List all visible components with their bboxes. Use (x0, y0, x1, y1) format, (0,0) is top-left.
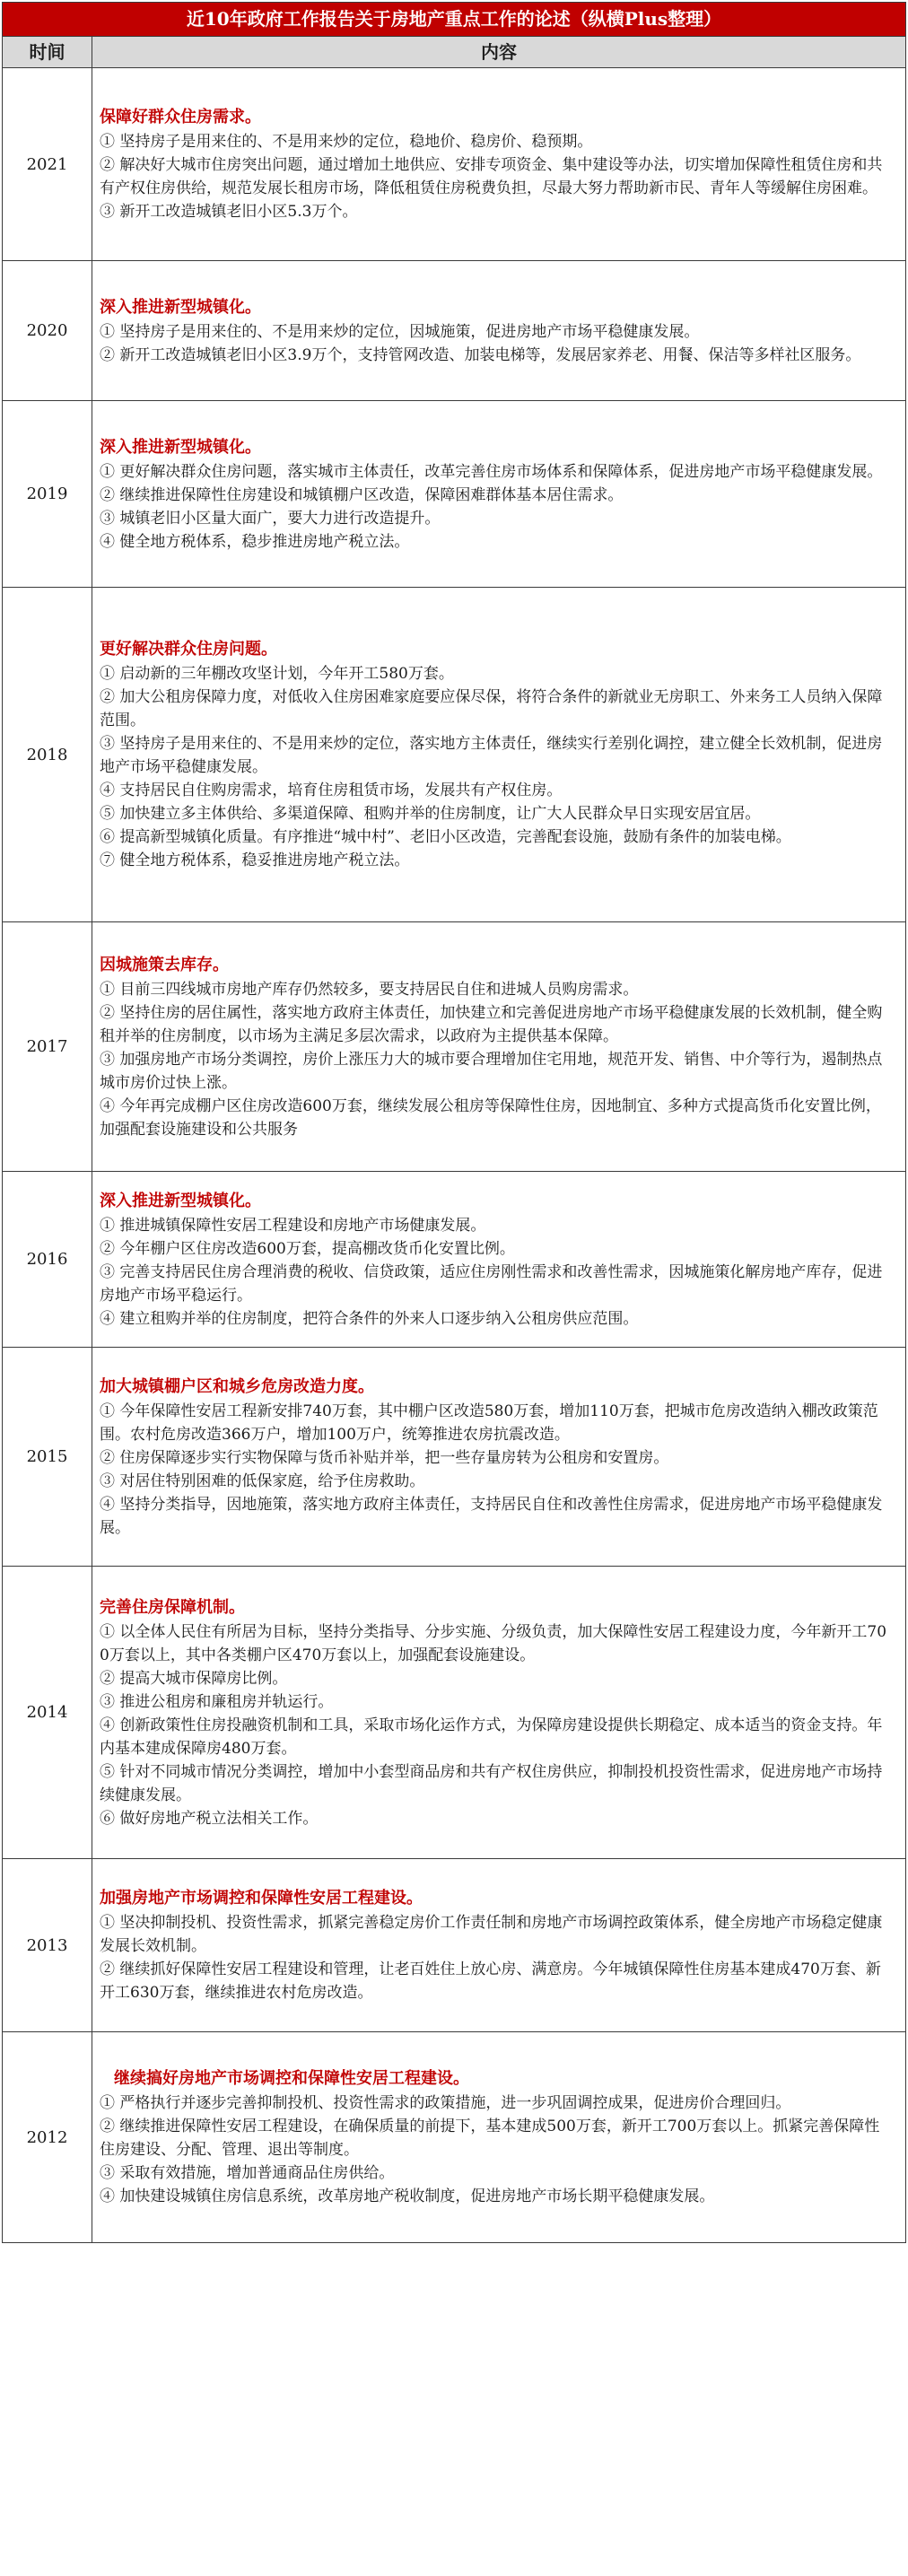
row-item: ③ 推进公租房和廉租房并轨运行。 (100, 1692, 334, 1711)
row-item: ② 提高大城市保障房比例。 (100, 1669, 288, 1688)
row-item: ① 启动新的三年棚改攻坚计划，今年开工580万套。 (100, 665, 454, 683)
row-heading: 因城施策去库存。 (100, 955, 229, 974)
row-item: ② 解决好大城市住房突出问题，通过增加土地供应、安排专项资金、集中建设等办法，切实增加保障性租赁住房和共有产权住房供给，规范发展长租房市场，降低租赁住房税费负担，尽最大努力帮助新市民、青年人等缓解住房困难。 (100, 156, 883, 197)
row-year: 2018 (3, 588, 92, 921)
row-year: 2020 (3, 261, 92, 400)
row-item: ④ 今年再完成棚户区住房改造600万套，继续发展公租房等保障性住房，因地制宜、多种方式提高货币化安置比例，加强配套设施建设和公共服务 (100, 1096, 881, 1139)
row-heading: 继续搞好房地产市场调控和保障性安居工程建设。 (114, 2069, 469, 2088)
row-content (92, 401, 905, 587)
row-item: ③ 采取有效措施，增加普通商品住房供给。 (100, 2164, 395, 2182)
table-row (3, 588, 905, 922)
row-content (92, 1348, 905, 1566)
row-year: 2015 (3, 1348, 92, 1566)
row-item: ③ 完善支持居民住房合理消费的税收、信贷政策，适应住房刚性需求和改善性需求，因城施策化解房地产库存，促进房地产市场平稳运行。 (100, 1262, 883, 1305)
row-item: ① 推进城镇保障性安居工程建设和房地产市场健康发展。 (100, 1216, 486, 1235)
table-header (3, 37, 905, 68)
row-item: ② 今年棚户区住房改造600万套，提高棚改货币化安置比例。 (100, 1239, 515, 1258)
row-content (92, 1172, 905, 1347)
row-item: ④ 坚持分类指导，因地施策，落实地方政府主体责任，支持居民自住和改善性住房需求，促进房地产市场平稳健康发展。 (100, 1495, 883, 1537)
row-item: ④ 健全地方税体系，稳步推进房地产税立法。 (100, 532, 410, 551)
row-item: ③ 加强房地产市场分类调控，房价上涨压力大的城市要合理增加住宅用地，规范开发、销售、中介等行为，遏制热点城市房价过快上涨。 (100, 1050, 883, 1092)
row-item: ⑥ 做好房地产税立法相关工作。 (100, 1809, 319, 1828)
row-item: ② 继续抓好保障性安居工程建设和管理，让老百姓住上放心房、满意房。今年城镇保障性住房基本建成470万套、新开工630万套，继续推进农村危房改造。 (100, 1960, 881, 2002)
row-year: 2013 (3, 1859, 92, 2031)
row-item: ① 更好解决群众住房问题，落实城市主体责任，改革完善住房市场体系和保障体系，促进房地产市场平稳健康发展。 (100, 462, 883, 481)
row-item: ④ 创新政策性住房投融资机制和工具，采取市场化运作方式，为保障房建设提供长期稳定、成本适当的资金支持。年内基本建成保障房480万套。 (100, 1716, 883, 1758)
row-item: ① 坚决抑制投机、投资性需求，抓紧完善稳定房价工作责任制和房地产市场调控政策体系，健全房地产市场稳定健康发展长效机制。 (100, 1914, 883, 1955)
header-time: 时间 (3, 37, 92, 67)
row-item: ④ 加快建设城镇住房信息系统，改革房地产税收制度，促进房地产市场长期平稳健康发展。 (100, 2187, 715, 2205)
row-content (92, 261, 905, 400)
row-item: ② 新开工改造城镇老旧小区3.9万个，支持管网改造、加装电梯等，发展居家养老、用餐、保洁等多样社区服务。 (100, 345, 861, 364)
row-item: ⑥ 提高新型城镇化质量。有序推进“城中村”、老旧小区改造，完善配套设施，鼓励有条件的加装电梯。 (100, 828, 791, 846)
row-item: ⑦ 健全地方税体系，稳妥推进房地产税立法。 (100, 851, 410, 869)
table-row (3, 922, 905, 1172)
row-item: ② 继续推进保障性住房建设和城镇棚户区改造，保障困难群体基本居住需求。 (100, 485, 624, 504)
row-item: ① 今年保障性安居工程新安排740万套，其中棚户区改造580万套，增加110万套，把城市危房改造纳入棚改政策范围。农村危房改造366万户，增加100万户，统筹推进农房抗震改造。 (100, 1402, 878, 1444)
policy-table (2, 2, 906, 2243)
row-heading: 保障好群众住房需求。 (100, 108, 261, 127)
row-content (92, 1859, 905, 2031)
table-body (3, 68, 905, 2242)
table-row (3, 2032, 905, 2242)
table-title: 近10年政府工作报告关于房地产重点工作的论述（纵横Plus整理） (3, 3, 905, 37)
row-item: ⑤ 针对不同城市情况分类调控，增加中小套型商品房和共有产权住房供应，抑制投机投资性需求，促进房地产市场持续健康发展。 (100, 1762, 883, 1804)
row-content (92, 588, 905, 921)
row-item: ⑤ 加快建立多主体供给、多渠道保障、租购并举的住房制度，让广大人民群众早日实现安居宜居。 (100, 805, 761, 823)
table-row (3, 401, 905, 588)
row-year: 2021 (3, 68, 92, 260)
row-year: 2019 (3, 401, 92, 587)
row-item: ② 加大公租房保障力度，对低收入住房困难家庭要应保尽保，将符合条件的新就业无房职工、外来务工人员纳入保障范围。 (100, 688, 883, 729)
row-item: ① 坚持房子是用来住的、不是用来炒的定位，因城施策，促进房地产市场平稳健康发展。 (100, 322, 700, 341)
row-item: ③ 对居住特别困难的低保家庭，给予住房救助。 (100, 1471, 425, 1490)
row-heading: 深入推进新型城镇化。 (100, 437, 261, 457)
row-item: ④ 支持居民自住购房需求，培育住房租赁市场，发展共有产权住房。 (100, 782, 563, 799)
row-item: ① 严格执行并逐步完善抑制投机、投资性需求的政策措施，进一步巩固调控成果，促进房价合理回归。 (100, 2094, 791, 2112)
row-item: ① 目前三四线城市房地产库存仍然较多，要支持居民自住和进城人员购房需求。 (100, 980, 639, 999)
row-item: ① 坚持房子是用来住的、不是用来炒的定位，稳地价、稳房价、稳预期。 (100, 133, 593, 151)
row-item: ③ 坚持房子是用来住的、不是用来炒的定位，落实地方主体责任，继续实行差别化调控，建立健全长效机制，促进房地产市场平稳健康发展。 (100, 735, 883, 776)
row-heading: 深入推进新型城镇化。 (100, 297, 261, 317)
row-item: ③ 城镇老旧小区量大面广，要大力进行改造提升。 (100, 509, 441, 528)
table-row (3, 68, 905, 261)
row-item: ② 住房保障逐步实行实物保障与货币补贴并举，把一些存量房转为公租房和安置房。 (100, 1448, 669, 1467)
row-year: 2012 (3, 2032, 92, 2242)
row-heading: 加强房地产市场调控和保障性安居工程建设。 (100, 1889, 423, 1908)
row-item: ① 以全体人民住有所居为目标，坚持分类指导、分步实施、分级负责，加大保障性安居工程建设力度，今年新开工700万套以上，其中各类棚户区470万套以上，加强配套设施建设。 (100, 1622, 887, 1664)
table-row (3, 1348, 905, 1567)
row-content (92, 1567, 905, 1858)
row-item: ③ 新开工改造城镇老旧小区5.3万个。 (100, 203, 358, 221)
row-heading: 完善住房保障机制。 (100, 1597, 245, 1617)
row-year: 2017 (3, 922, 92, 1171)
row-year: 2014 (3, 1567, 92, 1858)
row-heading: 更好解决群众住房问题。 (100, 640, 277, 659)
row-item: ④ 建立租购并举的住房制度，把符合条件的外来人口逐步纳入公租房供应范围。 (100, 1309, 639, 1328)
table-row (3, 1859, 905, 2032)
row-item: ② 继续推进保障性安居工程建设，在确保质量的前提下，基本建成500万套，新开工700万套以上。抓紧完善保障性住房建设、分配、管理、退出等制度。 (100, 2118, 880, 2159)
row-item: ② 坚持住房的居住属性，落实地方政府主体责任，加快建立和完善促进房地产市场平稳健康发展的长效机制，健全购租并举的住房制度，以市场为主满足多层次需求，以政府为主提供基本保障。 (100, 1003, 883, 1045)
row-year: 2016 (3, 1172, 92, 1347)
row-content (92, 68, 905, 260)
row-content (92, 2032, 905, 2242)
row-heading: 加大城镇棚户区和城乡危房改造力度。 (100, 1376, 374, 1396)
row-heading: 深入推进新型城镇化。 (100, 1191, 261, 1210)
table-row (3, 1172, 905, 1348)
row-content (92, 922, 905, 1171)
table-row (3, 261, 905, 401)
table-row (3, 1567, 905, 1859)
header-content: 内容 (481, 41, 517, 63)
